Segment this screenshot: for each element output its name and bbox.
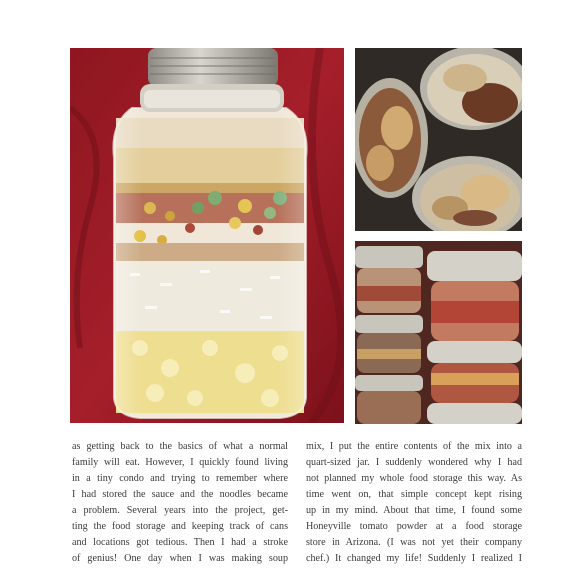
article-column-left xyxy=(72,439,288,567)
article-column-right xyxy=(306,439,522,567)
main-jar-photo xyxy=(70,48,344,423)
text-line: not planned my whole food storage this way. As xyxy=(306,473,522,484)
text-line: in a tiny condo and trying to remember where xyxy=(72,473,288,484)
text-line: ting the food storage and keeping track of cans xyxy=(72,521,288,532)
stacked-jars-photo xyxy=(355,241,522,424)
bowls-photo xyxy=(355,48,522,231)
text-line: Honeyville tomato powder at a food storage xyxy=(306,521,522,532)
text-line: of genius! One day when I was making soup xyxy=(72,553,288,564)
text-line: and locations got tedious. Then I had a stroke xyxy=(72,537,288,548)
text-line: I had stored the sauce and the noodles became xyxy=(72,489,288,500)
text-line: a problem. Several years into the project, get- xyxy=(72,505,288,516)
text-line: as getting back to the basics of what a normal xyxy=(72,441,288,452)
text-line: mix, I put the entire contents of the mix into a xyxy=(306,441,522,452)
text-line: store in Arizona. (I was not yet their company xyxy=(306,537,522,548)
text-line: up in my mind. About that time, I found some xyxy=(306,505,522,516)
text-line: time went on, that simple concept kept rising xyxy=(306,489,522,500)
text-line: quart-sized jar. I suddenly wondered why I had xyxy=(306,457,522,468)
text-line: family will eat. However, I quickly found living xyxy=(72,457,288,468)
text-line: chef.) It changed my life! Suddenly I realized I xyxy=(306,553,522,564)
